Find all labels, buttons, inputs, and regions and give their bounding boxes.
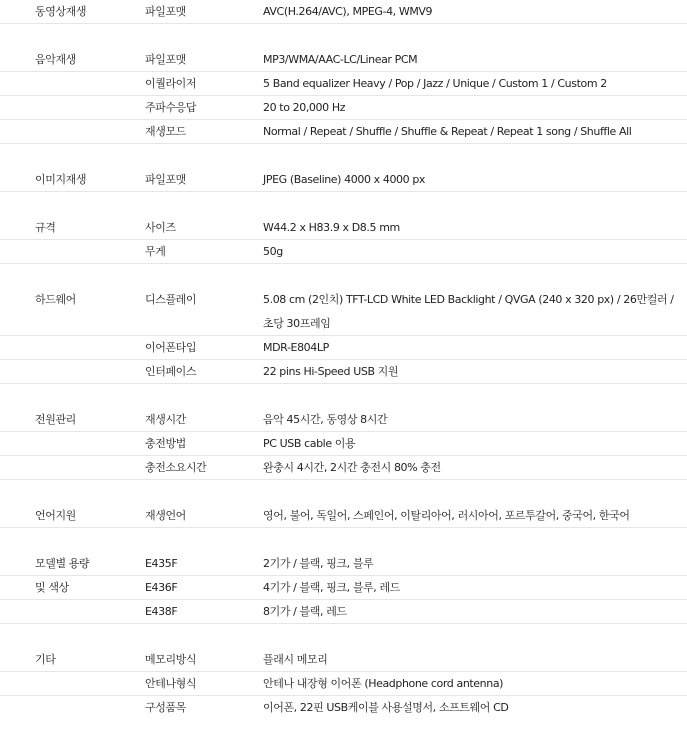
spec-label: 인터페이스 [145, 365, 197, 378]
section-spacer [0, 24, 687, 48]
spec-value: 음악 45시간, 동영상 8시간 [263, 413, 388, 426]
spec-row [0, 576, 687, 600]
spec-label: E438F [145, 605, 178, 618]
category-label: 음악재생 [35, 53, 76, 66]
category-label: 이미지재생 [35, 173, 87, 186]
spec-label: 이어폰타입 [145, 341, 197, 354]
spec-value: AVC(H.264/AVC), MPEG-4, WMV9 [263, 5, 433, 18]
spec-label: 디스플레이 [145, 293, 197, 306]
spec-value: MDR-E804LP [263, 341, 329, 354]
category-label: 규격 [35, 221, 56, 234]
spec-value: Normal / Repeat / Shuffle / Shuffle & Repeat / Repeat 1 song / Shuffle All [263, 125, 632, 138]
spec-row [0, 96, 687, 120]
section-spacer [0, 144, 687, 168]
spec-row [0, 240, 687, 264]
section-spacer [0, 480, 687, 504]
spec-row [0, 600, 687, 624]
spec-label: 무게 [145, 245, 166, 258]
spec-row [0, 168, 687, 192]
spec-label: 메모리방식 [145, 653, 197, 666]
spec-row [0, 432, 687, 456]
spec-label: 파일포맷 [145, 173, 186, 186]
spec-row [0, 360, 687, 384]
section-spacer [0, 528, 687, 552]
category-label-line2: 및 색상 [35, 581, 69, 594]
spec-label: 재생언어 [145, 509, 186, 522]
spec-value: 4기가 / 블랙, 핑크, 블루, 레드 [263, 581, 400, 594]
category-label: 전원관리 [35, 413, 76, 426]
category-label: 하드웨어 [35, 293, 76, 306]
spec-row [0, 648, 687, 672]
spec-label: 주파수응답 [145, 101, 197, 114]
spec-value: 안테나 내장형 이어폰 (Headphone cord antenna) [263, 677, 504, 690]
spec-row [0, 48, 687, 72]
spec-value: 50g [263, 245, 283, 258]
spec-value: PC USB cable 이용 [263, 437, 356, 450]
spec-label: E436F [145, 581, 178, 594]
spec-label: E435F [145, 557, 178, 570]
spec-value: 영어, 불어, 독일어, 스페인어, 이탈리아어, 러시아어, 포르투갈어, 중국어, 한국어 [263, 509, 630, 522]
category-label: 동영상재생 [35, 5, 87, 18]
spec-value: 8기가 / 블랙, 레드 [263, 605, 347, 618]
spec-row [0, 288, 687, 336]
section-spacer [0, 264, 687, 288]
spec-row [0, 216, 687, 240]
spec-value: 5.08 cm (2인치) TFT-LCD White LED Backlight / QVGA (240 x 320 px) / 26만컬러 / 초당 30프레임 [263, 293, 674, 330]
section-spacer [0, 192, 687, 216]
spec-row [0, 696, 687, 720]
spec-value: 5 Band equalizer Heavy / Pop / Jazz / Unique / Custom 1 / Custom 2 [263, 77, 607, 90]
spec-row [0, 552, 687, 576]
spec-label: 충전소요시간 [145, 461, 207, 474]
spec-value: 플래시 메모리 [263, 653, 328, 666]
spec-value: JPEG (Baseline) 4000 x 4000 px [263, 173, 426, 186]
section-spacer [0, 384, 687, 408]
section-spacer [0, 624, 687, 648]
spec-row [0, 0, 687, 24]
spec-label: 충전방법 [145, 437, 186, 450]
spec-value: 22 pins Hi-Speed USB 지원 [263, 365, 399, 378]
spec-value: W44.2 x H83.9 x D8.5 mm [263, 221, 400, 234]
spec-label: 구성품목 [145, 701, 186, 714]
spec-value: MP3/WMA/AAC-LC/Linear PCM [263, 53, 418, 66]
spec-label: 안테나형식 [145, 677, 197, 690]
spec-label: 파일포맷 [145, 53, 186, 66]
spec-row [0, 408, 687, 432]
category-label: 언어지원 [35, 509, 76, 522]
spec-row [0, 456, 687, 480]
spec-label: 이퀄라이저 [145, 77, 197, 90]
spec-value: 2기가 / 블랙, 핑크, 블루 [263, 557, 374, 570]
spec-row [0, 336, 687, 360]
spec-row [0, 672, 687, 696]
category-label: 기타 [35, 653, 56, 666]
spec-label: 파일포맷 [145, 5, 186, 18]
spec-value: 완충시 4시간, 2시간 충전시 80% 충전 [263, 461, 441, 474]
spec-row [0, 72, 687, 96]
spec-value: 이어폰, 22핀 USB케이블 사용설명서, 소프트웨어 CD [263, 701, 509, 714]
category-label: 모델별 용량 [35, 557, 90, 570]
spec-row [0, 120, 687, 144]
spec-label: 재생모드 [145, 125, 186, 138]
spec-label: 재생시간 [145, 413, 186, 426]
spec-row [0, 504, 687, 528]
spec-label: 사이즈 [145, 221, 176, 234]
spec-value: 20 to 20,000 Hz [263, 101, 346, 114]
